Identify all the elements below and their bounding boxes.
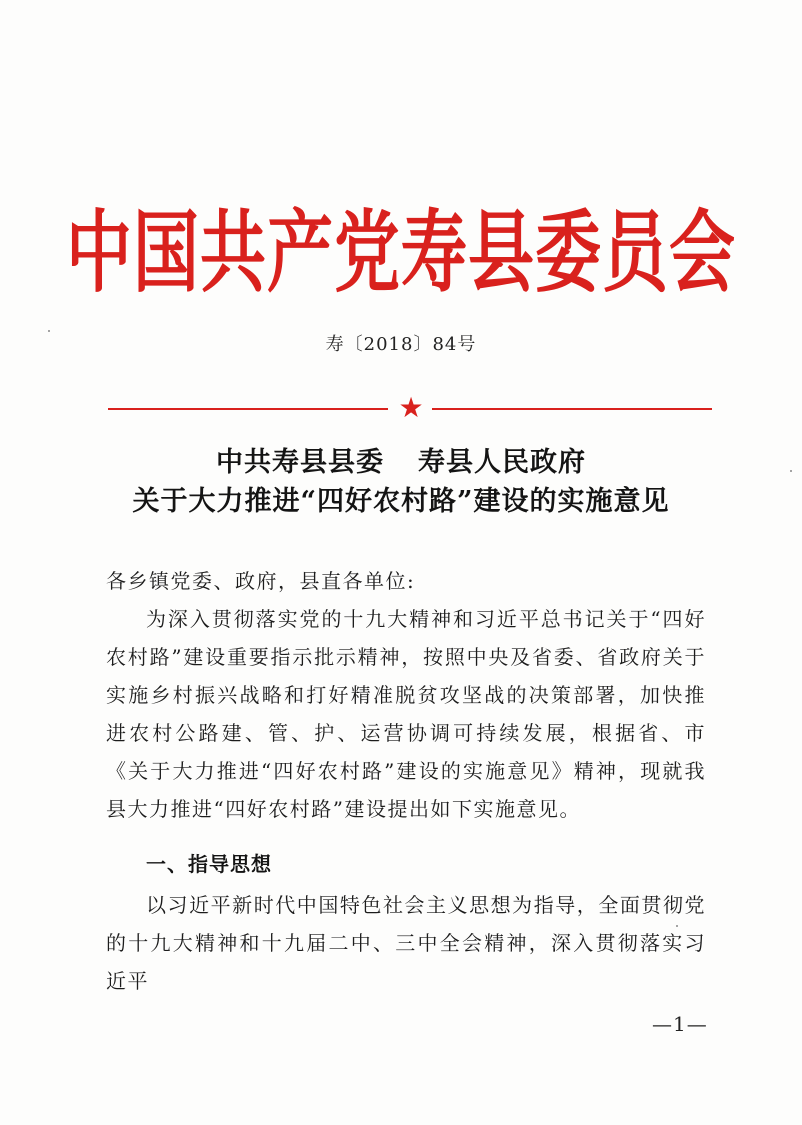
scan-speck xyxy=(676,925,678,927)
document-title-line1 xyxy=(0,440,802,479)
document-number: 寿〔2018〕84号 xyxy=(325,334,477,355)
divider-line-left xyxy=(108,408,388,410)
title-issuer-government: 寿县人民政府 xyxy=(418,447,586,478)
addressee: 各乡镇党委、政府，县直各单位: xyxy=(106,569,416,593)
divider-line-right xyxy=(432,408,712,410)
section-heading-guiding-ideology: 一、指导思想 xyxy=(146,852,272,876)
paragraph-guiding-ideology: 以习近平新时代中国特色社会主义思想为指导，全面贯彻党的十九大精神和十九届二中、三中全会精神，深入贯彻落实习近平 xyxy=(106,893,706,993)
scan-speck xyxy=(790,470,792,472)
red-divider xyxy=(108,391,712,424)
masthead-title: 中国共产党寿县委员会 xyxy=(66,199,736,305)
document-title-line2: 关于大力推进“四好农村路”建设的实施意见 xyxy=(132,486,670,517)
page-number: —1— xyxy=(652,1012,708,1036)
red-star-icon: ★ xyxy=(398,391,424,424)
paragraph-intro: 为深入贯彻落实党的十九大精神和习近平总书记关于“四好农村路”建设重要指示批示精神，按照中央及省委、省政府关于实施乡村振兴战略和打好精准脱贫攻坚战的决策部署，加快推进农村公路建、管、护、运营协调可持续发展，根据省、市《关于大力推进“四好农村路”建设的实施意见》精神，现就我县大力推进“四好农村路”建设提出如下实施意见。 xyxy=(106,607,706,821)
scan-speck xyxy=(48,330,50,332)
title-issuer-party: 中共寿县县委 xyxy=(216,447,384,478)
